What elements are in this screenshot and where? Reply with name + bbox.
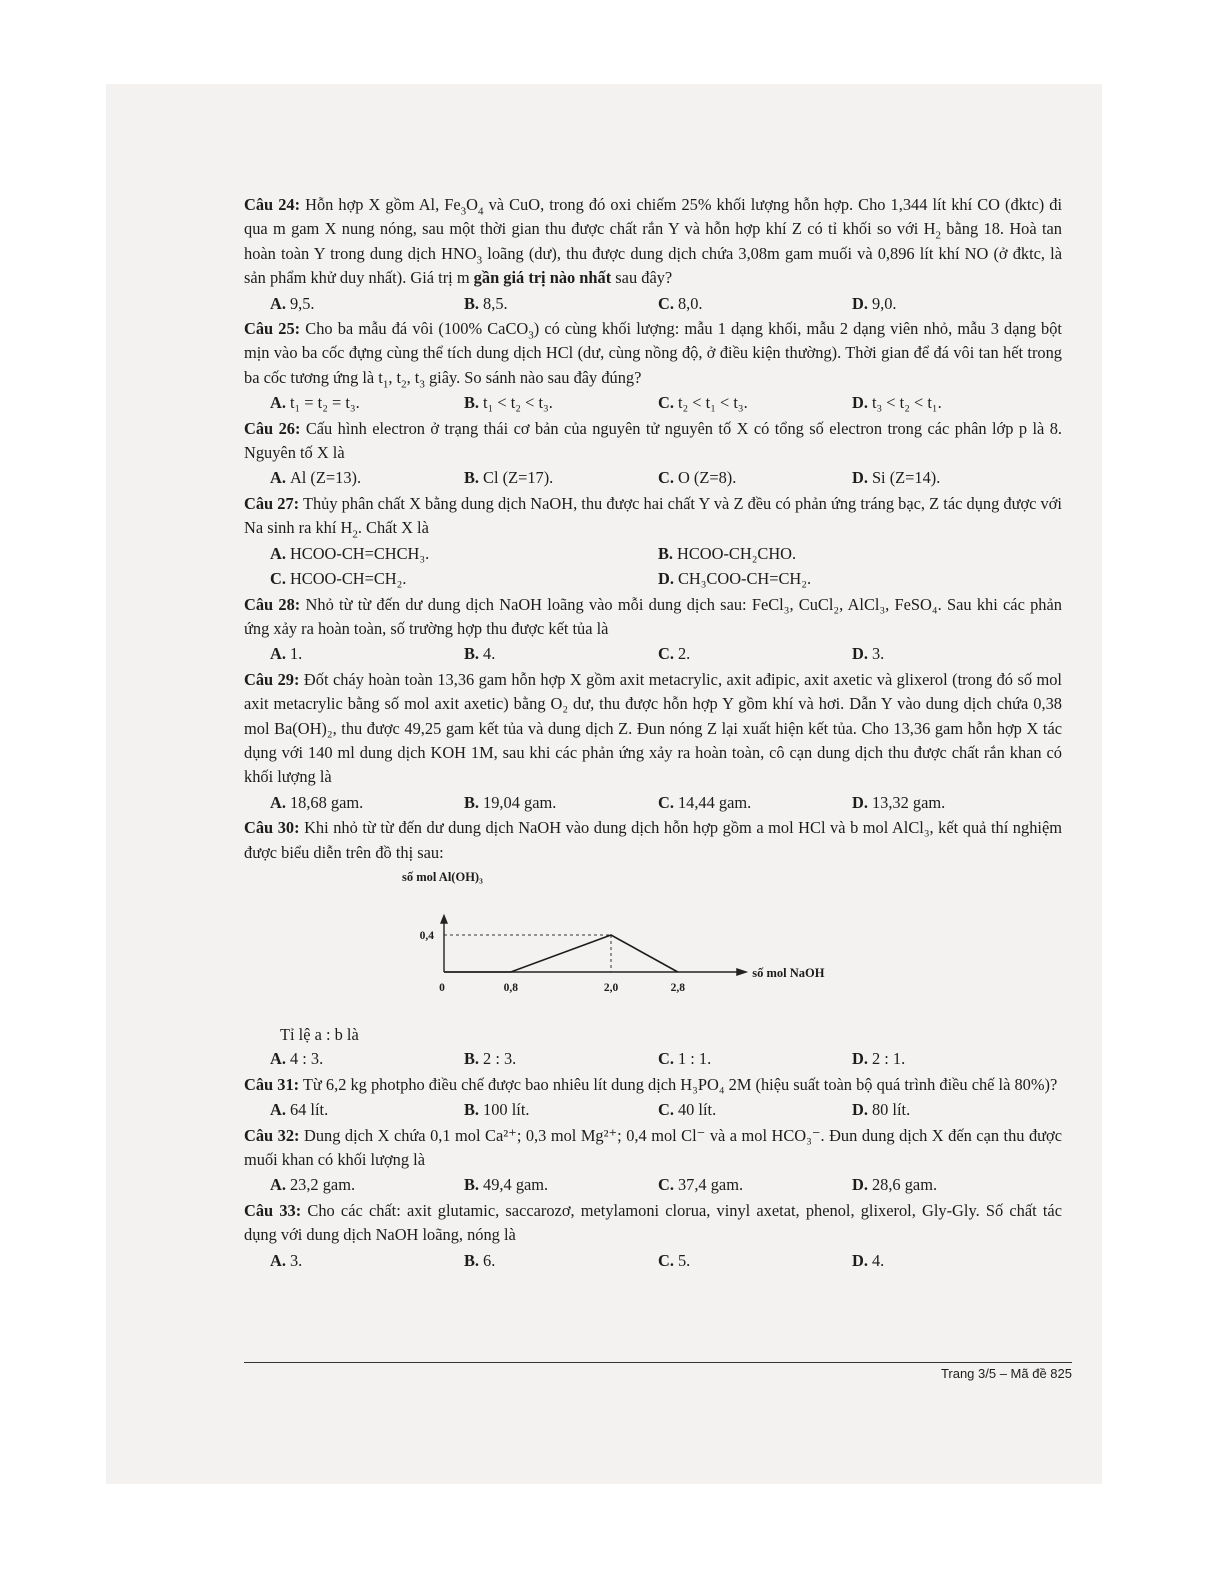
option-text: 2 : 3.: [483, 1049, 517, 1069]
question-text: Đốt cháy hoàn toàn 13,36 gam hỗn hợp X gồm axit metacrylic, axit ađipic, axit axetic và glixerol (trong đó số mol axit metacrylic bằng số mol axit axetic) bằng O₂ dư, thu được hỗn hợp Y gồm khí và hơi. Dẫn Y vào dung dịch chứa 0,38 mol Ba(OH)₂, thu được 49,25 gam kết tủa và dung dịch Z. Đun nóng Z lại xuất hiện kết tủa. Cho 13,36 gam hỗn hợp X tác dụng với 140 ml dung dịch KOH 1M, sau khi các phản ứng xảy ra hoàn toàn, cô cạn dung dịch thu được chất rắn khan có khối lượng là: [244, 669, 1062, 787]
option-text: Al (Z=13).: [289, 468, 362, 488]
options-33: [244, 1249, 1062, 1273]
subscript: 2: [401, 378, 407, 391]
question-25: [244, 317, 1062, 390]
question-text: . Chất X là: [357, 518, 429, 538]
question-29: [244, 668, 1062, 790]
option-letter: D.: [852, 1175, 868, 1195]
option-letter: A.: [270, 393, 286, 413]
question-label: Câu 31:: [244, 1074, 300, 1094]
option-d[interactable]: [826, 1249, 1020, 1273]
option-d[interactable]: [826, 391, 1020, 415]
option-text: t₂ < t₁ < t₃.: [677, 393, 748, 413]
x-tick-label: 0,8: [503, 981, 518, 994]
option-letter: D.: [852, 1100, 868, 1120]
option-text: 13,32 gam.: [871, 792, 946, 812]
option-c[interactable]: [632, 642, 826, 666]
option-letter: C.: [658, 1175, 674, 1195]
option-text: t₃ < t₂ < t₁.: [871, 393, 942, 413]
option-b[interactable]: [632, 542, 1020, 566]
option-letter: B.: [464, 1100, 480, 1120]
question-text: Khi nhỏ từ từ đến dư dung dịch NaOH vào dung dịch hỗn hợp gồm a mol HCl và b mol AlCl₃, kết quả thí nghiệm được biểu diễn trên đồ thị sau:: [244, 818, 1062, 862]
option-letter: A.: [270, 468, 286, 488]
option-text: 4 : 3.: [289, 1049, 324, 1069]
aloh3-chart: [374, 869, 914, 1019]
option-text: 8,5.: [483, 293, 508, 313]
option-letter: D.: [852, 293, 868, 313]
question-text: Hỗn hợp X gồm Al, Fe: [300, 195, 461, 214]
option-c[interactable]: [632, 292, 826, 316]
option-text: O (Z=8).: [677, 468, 737, 488]
option-b[interactable]: [438, 466, 632, 490]
option-letter: C.: [658, 792, 674, 812]
option-letter: B.: [464, 792, 480, 812]
option-text: 3.: [289, 1250, 303, 1270]
option-text: 4.: [871, 1250, 885, 1270]
option-d[interactable]: [826, 466, 1020, 490]
option-text: 49,4 gam.: [483, 1175, 549, 1195]
option-text: Si (Z=14).: [871, 468, 941, 488]
option-text: 1 : 1.: [677, 1049, 712, 1069]
option-text: HCOO-CH₂CHO.: [677, 543, 797, 563]
options-26: [244, 466, 1062, 490]
question-31: [244, 1073, 1062, 1097]
x-axis-label: số mol NaOH: [752, 965, 825, 980]
series-line: [444, 935, 678, 972]
option-letter: D.: [852, 792, 868, 812]
emphasis-text: gần giá trị nào nhất: [473, 268, 612, 288]
question-label: Câu 33:: [244, 1200, 302, 1220]
option-c[interactable]: [632, 1098, 826, 1122]
question-text: , t: [388, 367, 402, 387]
exam-content: [244, 193, 1062, 1274]
option-d[interactable]: [632, 567, 1020, 591]
subscript: 3: [419, 378, 425, 391]
question-text: , t: [406, 367, 420, 387]
subscript: 3: [460, 205, 467, 218]
option-letter: A.: [270, 1049, 286, 1069]
question-text: Dung dịch X chứa 0,1 mol Ca²⁺; 0,3 mol Mg²⁺; 0,4 mol Cl⁻ và a mol HCO₃⁻. Đun dung dịch X đến cạn thu được muối khan có khối lượng là: [244, 1125, 1062, 1169]
question-label: Câu 27:: [244, 493, 300, 513]
x-axis-arrow: [736, 968, 748, 976]
option-text: Cl (Z=17).: [483, 468, 554, 488]
option-a[interactable]: [244, 1173, 438, 1197]
option-letter: C.: [270, 569, 286, 589]
y-tick-label: 0,4: [419, 929, 434, 942]
option-letter: A.: [270, 543, 286, 563]
question-27: [244, 492, 1062, 541]
ratio-label: Tỉ lệ a : b là: [280, 1024, 359, 1044]
option-c[interactable]: [632, 791, 826, 815]
question-text: Cho ba mẫu đá vôi (100% CaCO: [300, 319, 529, 339]
option-letter: D.: [852, 468, 868, 488]
x-tick-label: 2,0: [603, 981, 619, 994]
question-text: Từ 6,2 kg photpho điều chế được bao nhiêu lít dung dịch H₃PO₄ 2M (hiệu suất toàn bộ quá trình điều chế là 80%)?: [299, 1074, 1058, 1094]
option-c[interactable]: [632, 391, 826, 415]
option-letter: D.: [852, 1250, 868, 1270]
option-b[interactable]: [438, 1249, 632, 1273]
option-d[interactable]: [826, 1098, 1020, 1122]
question-text: O: [466, 195, 479, 214]
option-text: t₁ = t₂ = t₃.: [289, 393, 360, 413]
option-text: 2.: [677, 644, 691, 664]
option-letter: B.: [464, 1049, 480, 1069]
option-letter: D.: [852, 1049, 868, 1069]
option-text: 1.: [289, 644, 303, 664]
question-label: Câu 28:: [244, 594, 301, 614]
y-axis-arrow: [440, 914, 448, 924]
question-32: [244, 1124, 1062, 1173]
option-text: HCOO-CH=CH₂.: [289, 569, 407, 589]
option-letter: B.: [464, 393, 480, 413]
options-25: [244, 391, 1062, 415]
option-letter: B.: [464, 644, 480, 664]
question-label: Câu 32:: [244, 1125, 300, 1145]
option-text: 14,44 gam.: [677, 792, 752, 812]
question-label: Câu 24:: [244, 195, 301, 214]
option-d[interactable]: [826, 1047, 1020, 1071]
option-d[interactable]: [826, 642, 1020, 666]
question-33: [244, 1199, 1062, 1248]
options-24: [244, 292, 1062, 316]
subscript: 3: [476, 254, 483, 267]
option-b[interactable]: [438, 391, 632, 415]
option-letter: C.: [658, 644, 674, 664]
option-letter: C.: [658, 1049, 674, 1069]
option-a[interactable]: [244, 292, 438, 316]
question-text: ) có cùng khối lượng: mẫu 1 dạng khối, mẫu 2 dạng viên nhỏ, mẫu 3 dạng bột mịn vào ba cốc đựng cùng thể tích dung dịch HCl (dư, cùng nồng độ, ở điều kiện thường). Thời gian để đá vôi tan hết trong ba cốc tương ứng là t: [244, 319, 1062, 387]
question-text: Nhỏ từ từ đến dư dung dịch NaOH loãng vào mỗi dung dịch sau: FeCl₃, CuCl₂, AlCl₃, FeSO₄. Sau khi các phản ứng xảy ra hoàn toàn, số trường hợp thu được kết tủa là: [244, 594, 1062, 638]
option-a[interactable]: [244, 791, 438, 815]
option-text: 2 : 1.: [871, 1049, 906, 1069]
options-28: [244, 642, 1062, 666]
option-letter: D.: [852, 393, 868, 413]
option-letter: B.: [464, 293, 480, 313]
option-letter: B.: [658, 543, 674, 563]
option-text: 37,4 gam.: [677, 1175, 744, 1195]
option-text: 6.: [483, 1250, 496, 1270]
option-a[interactable]: [244, 1249, 438, 1273]
option-d[interactable]: [826, 1173, 1020, 1197]
option-text: 9,5.: [289, 293, 315, 313]
option-letter: A.: [270, 792, 286, 812]
question-label: Câu 30:: [244, 818, 300, 838]
question-text: Cấu hình electron ở trạng thái cơ bản của nguyên tử nguyên tố X có tổng số electron trong các phân lớp p là 8. Nguyên tố X là: [244, 418, 1062, 463]
option-letter: C.: [658, 393, 674, 413]
subscript: 4: [478, 205, 484, 218]
option-letter: A.: [270, 293, 286, 313]
option-a[interactable]: [244, 1098, 438, 1122]
question-24: [244, 193, 1062, 291]
option-a[interactable]: [244, 542, 632, 566]
option-text: 28,6 gam.: [871, 1175, 938, 1195]
option-c[interactable]: [632, 1249, 826, 1273]
option-text: 40 lít.: [677, 1100, 717, 1120]
question-text: giây. So sánh nào sau đây đúng?: [424, 367, 642, 387]
option-b[interactable]: [438, 1173, 632, 1197]
options-30: [244, 1047, 1062, 1071]
option-a[interactable]: [244, 466, 438, 490]
option-letter: B.: [464, 468, 480, 488]
option-text: 5.: [677, 1250, 691, 1270]
question-28: [244, 593, 1062, 642]
option-b[interactable]: [438, 791, 632, 815]
option-c[interactable]: [632, 1047, 826, 1071]
question-text: Cho các chất: axit glutamic, saccarozơ, metylamoni clorua, vinyl axetat, phenol, glixerol, Gly-Gly. Số chất tác dụng với dung dịch NaOH loãng, nóng là: [244, 1200, 1062, 1245]
option-letter: A.: [270, 1100, 286, 1120]
option-letter: C.: [658, 1100, 674, 1120]
option-letter: D.: [852, 644, 868, 664]
option-b[interactable]: [438, 292, 632, 316]
subscript: 1: [382, 378, 389, 391]
option-c[interactable]: [632, 466, 826, 490]
options-27-row2: [244, 567, 1062, 591]
option-text: 64 lít.: [289, 1100, 329, 1120]
option-text: 8,0.: [677, 293, 703, 313]
option-b[interactable]: [438, 1098, 632, 1122]
option-letter: A.: [270, 644, 286, 664]
option-c[interactable]: [632, 1173, 826, 1197]
question-text: loãng (dư), thu được dung dịch chứa 3,08m gam muối và 0,896 lít khí NO (ở đktc, là sản phẩm khử duy nhất). Giá trị m: [244, 243, 1063, 288]
option-text: t₁ < t₂ < t₃.: [483, 393, 553, 413]
option-text: 19,04 gam.: [483, 792, 557, 812]
option-text: 3.: [871, 644, 885, 664]
option-d[interactable]: [826, 292, 1020, 316]
option-letter: C.: [658, 293, 674, 313]
question-label: Câu 29:: [244, 669, 300, 689]
option-letter: D.: [658, 569, 674, 589]
x-tick-label: 0: [439, 981, 445, 994]
question-26: [244, 417, 1062, 466]
option-text: 9,0.: [871, 293, 897, 313]
option-a[interactable]: [244, 1047, 438, 1071]
option-d[interactable]: [826, 791, 1020, 815]
chart-container: [244, 869, 1062, 1019]
question-text: sau đây?: [611, 268, 673, 288]
option-letter: A.: [270, 1250, 286, 1270]
subscript: 2: [352, 528, 358, 541]
y-axis-label: số mol Al(OH)₃: [402, 869, 483, 884]
question-text: bằng 18. Hoà tan hoàn toàn Y trong dung dịch HNO: [244, 219, 1062, 263]
question-label: Câu 25:: [244, 319, 301, 339]
option-letter: B.: [464, 1250, 480, 1270]
question-text: và CuO, trong đó oxi chiếm 25% khối lượng hỗn hợp. Cho 1,344 lít khí CO (đktc) đi qua m gam X nung nóng, sau một thời gian thu được chất rắn Y và hỗn hợp khí Z có tỉ khối so với H: [244, 195, 1062, 239]
option-a[interactable]: [244, 642, 438, 666]
option-text: 80 lít.: [871, 1100, 911, 1120]
option-b[interactable]: [438, 642, 632, 666]
option-text: 18,68 gam.: [289, 792, 364, 812]
option-letter: B.: [464, 1175, 480, 1195]
question-label: Câu 26:: [244, 418, 301, 438]
page-footer: Trang 3/5 – Mã đề 825: [244, 1362, 1072, 1381]
question-30: [244, 816, 1062, 865]
options-32: [244, 1173, 1062, 1197]
option-text: 23,2 gam.: [289, 1175, 356, 1195]
option-a[interactable]: [244, 391, 438, 415]
option-text: 4.: [483, 644, 496, 664]
options-27-row1: [244, 542, 1062, 566]
option-text: 100 lít.: [483, 1100, 530, 1120]
option-letter: C.: [658, 468, 674, 488]
subscript: 2: [935, 229, 941, 242]
x-tick-label: 2,8: [670, 981, 685, 994]
option-letter: A.: [270, 1175, 286, 1195]
subscript: 3: [528, 329, 534, 342]
option-text: HCOO-CH=CHCH₃.: [289, 543, 430, 563]
option-b[interactable]: [438, 1047, 632, 1071]
options-29: [244, 791, 1062, 815]
option-c[interactable]: [244, 567, 632, 591]
options-31: [244, 1098, 1062, 1122]
option-text: CH₃COO-CH=CH₂.: [677, 569, 812, 589]
question-text: Thủy phân chất X bằng dung dịch NaOH, thu được hai chất Y và Z đều có phản ứng tráng bạc, Z tác dụng được với Na sinh ra khí H: [244, 493, 1062, 538]
option-letter: C.: [658, 1250, 674, 1270]
